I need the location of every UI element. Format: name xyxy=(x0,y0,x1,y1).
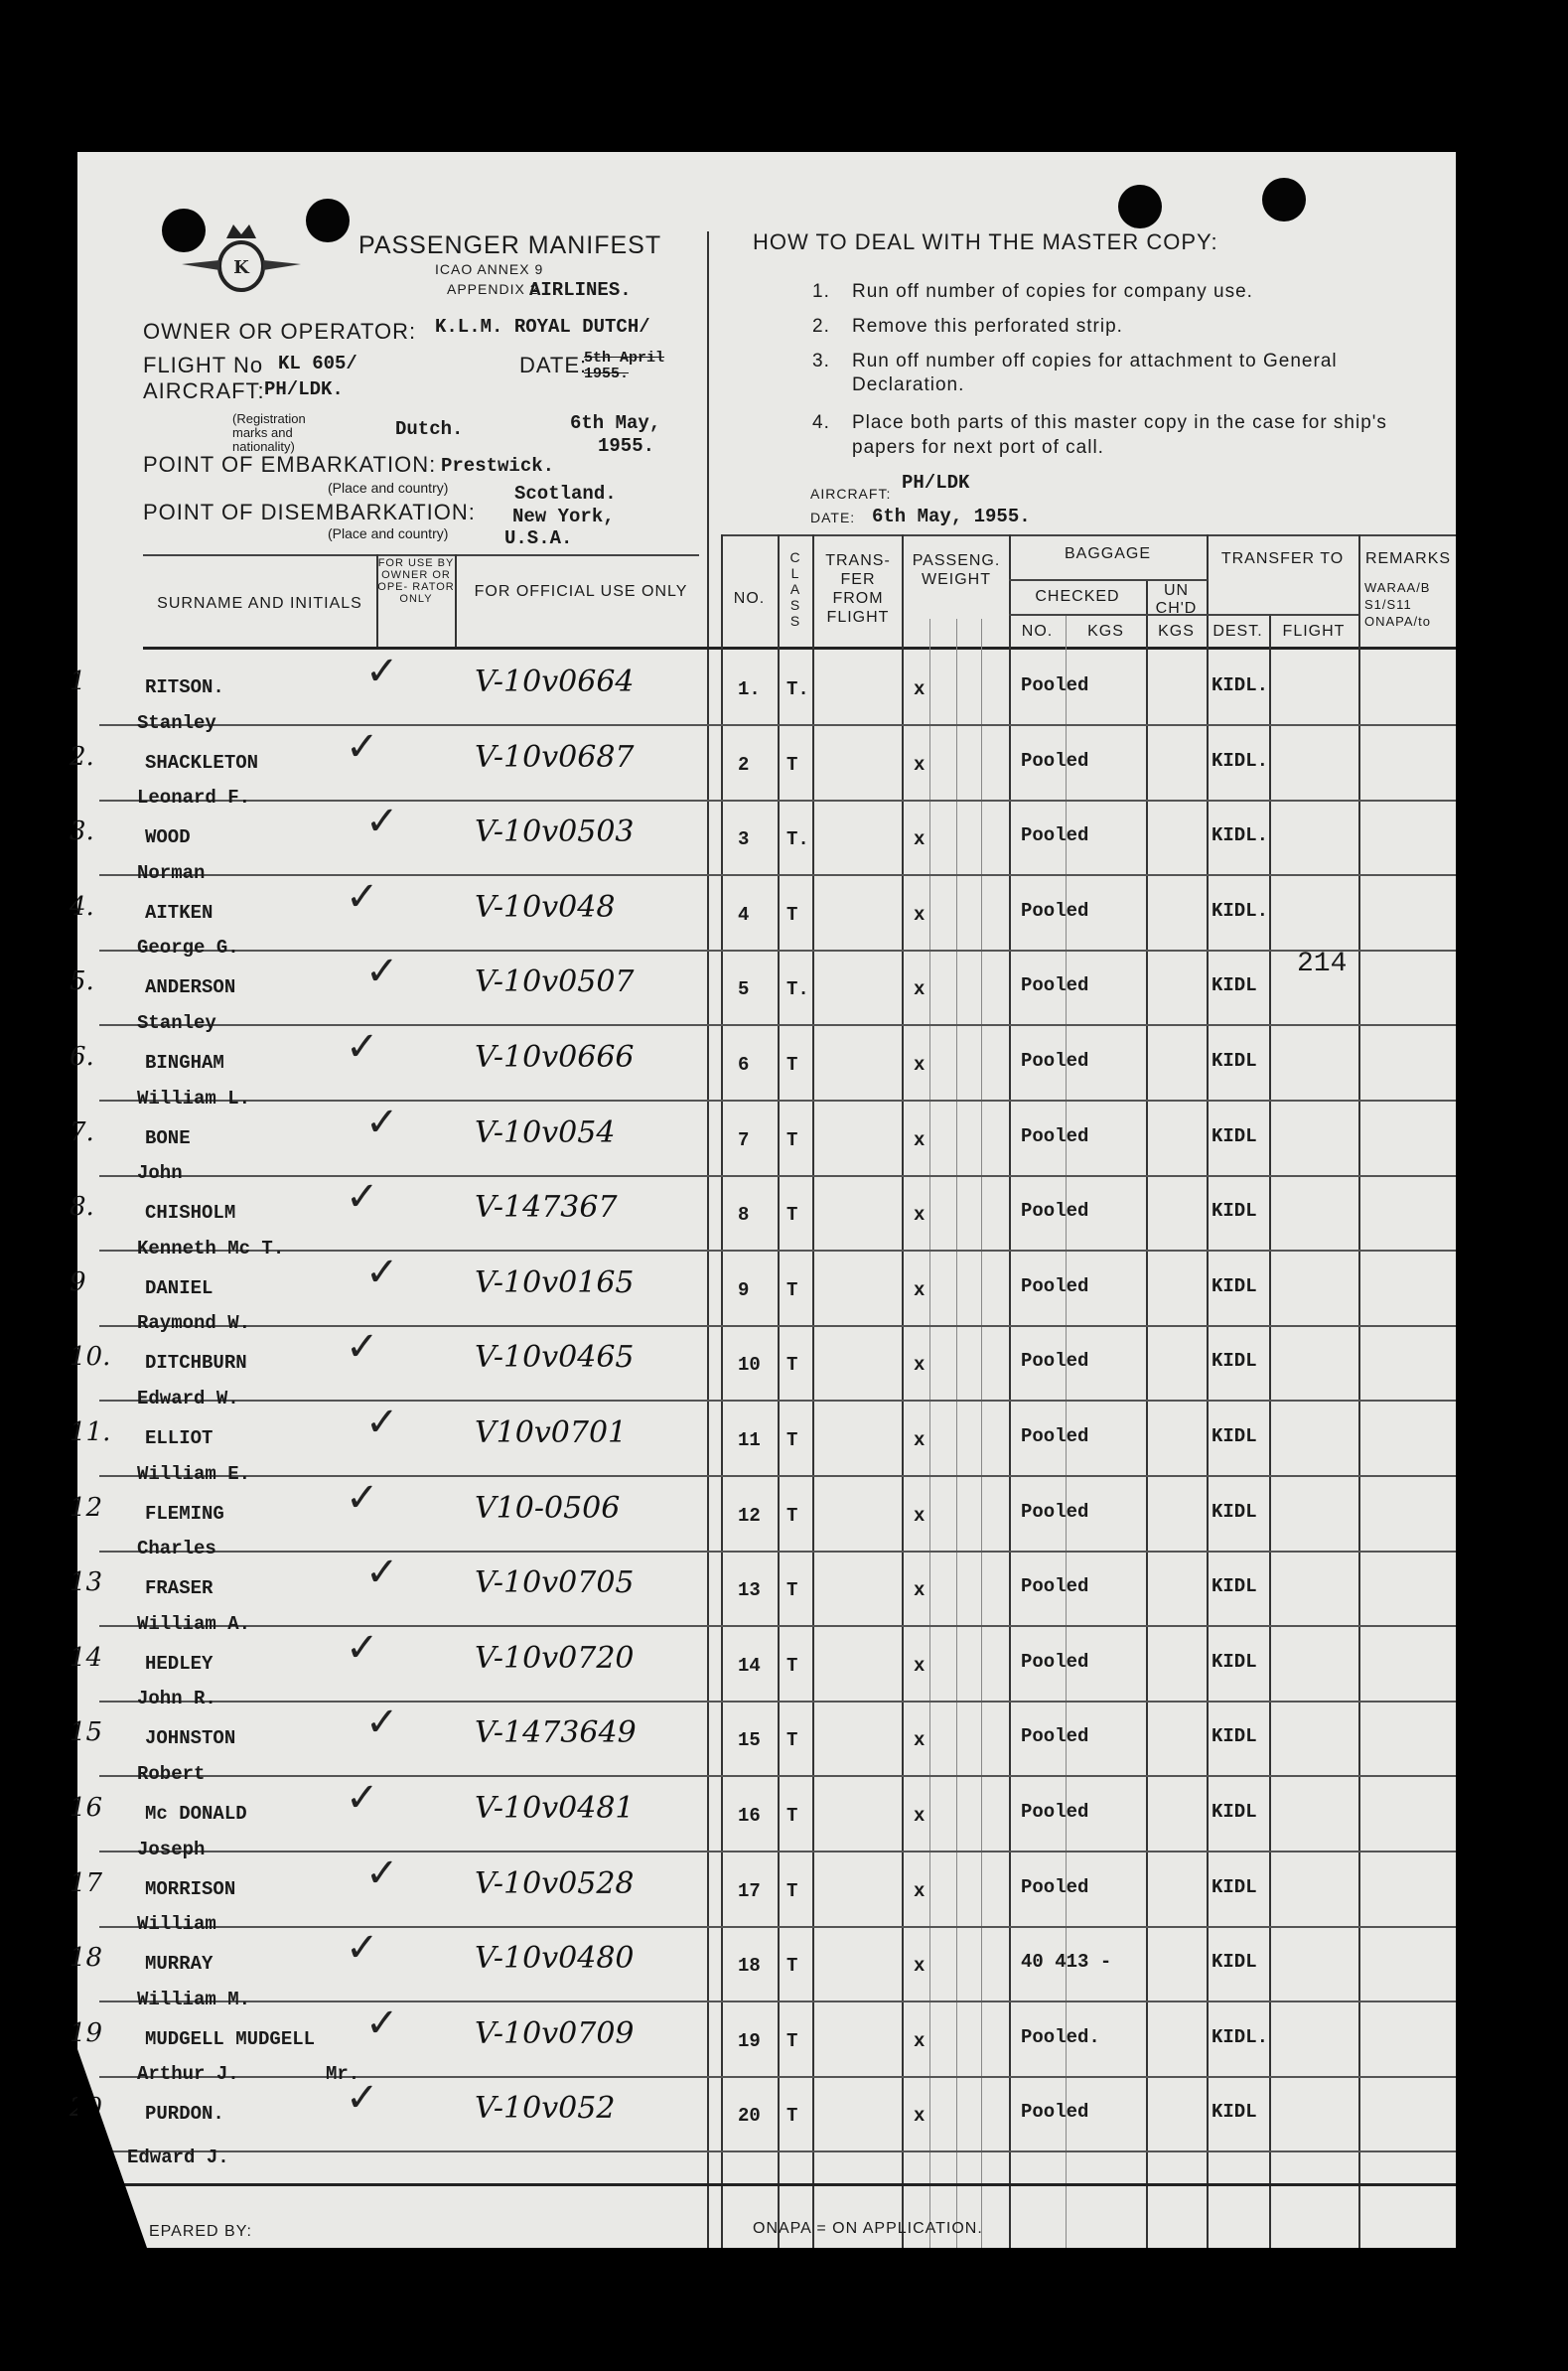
baggage-checked: Pooled xyxy=(1021,824,1089,846)
official-use-number: V10v0701 xyxy=(475,1415,628,1450)
col-unchecked-kgs: KGS xyxy=(1158,623,1195,640)
transfer-destination: KIDL xyxy=(1212,1801,1257,1823)
passenger-weight-mark: x xyxy=(914,1729,926,1751)
passenger-no: 12 xyxy=(738,1505,761,1527)
passenger-class: T xyxy=(786,1279,798,1301)
baggage-checked: Pooled xyxy=(1021,1801,1089,1823)
official-use-number: V-10v0165 xyxy=(475,1265,635,1300)
official-use-number: V-147367 xyxy=(475,1190,618,1225)
instr-date-value: 6th May, 1955. xyxy=(872,506,1031,527)
col-owner-use: FOR USE BY OWNER OR OPE- RATOR ONLY xyxy=(377,557,455,605)
passenger-class: T xyxy=(786,2105,798,2127)
passenger-class: T xyxy=(786,1354,798,1376)
passenger-given-name: Norman xyxy=(137,862,206,884)
baggage-checked: Pooled xyxy=(1021,1425,1089,1447)
passenger-weight-mark: x xyxy=(914,904,926,926)
passenger-no: 9 xyxy=(738,1279,750,1301)
owner-check-mark-icon: ✓ xyxy=(365,1851,399,1896)
col-unchecked: UN CH'D xyxy=(1155,582,1198,617)
passenger-row xyxy=(70,862,1456,967)
official-use-number: V-10v0480 xyxy=(475,1941,635,1976)
official-use-number: V-10v0666 xyxy=(475,1040,635,1075)
col-checked-no: NO. xyxy=(1021,623,1054,640)
owner-check-mark-icon: ✓ xyxy=(365,1400,399,1445)
instruction-1-num: 1. xyxy=(812,281,830,302)
baggage-checked: Pooled xyxy=(1021,1275,1089,1297)
owner-check-mark-icon: ✓ xyxy=(365,1550,399,1595)
passenger-surname: AITKEN xyxy=(145,902,214,924)
passenger-weight-mark: x xyxy=(914,1880,926,1902)
passenger-no: 8 xyxy=(738,1204,750,1226)
embark-label: POINT OF EMBARKATION: xyxy=(143,452,437,477)
aircraft-value: PH/LDK. xyxy=(264,378,344,400)
owner-check-mark-icon: ✓ xyxy=(346,1475,379,1521)
baggage-checked: Pooled. xyxy=(1021,2026,1100,2048)
passenger-surname: DITCHBURN xyxy=(145,1352,247,1374)
passenger-no: 10 xyxy=(738,1354,761,1376)
passenger-given-name: Robert xyxy=(137,1763,206,1785)
instruction-3: Run off number off copies for attachment to General xyxy=(852,351,1338,371)
passenger-row xyxy=(70,649,1456,742)
passenger-class: T xyxy=(786,1054,798,1076)
passenger-no: 17 xyxy=(738,1880,761,1902)
disembark-value: New York, xyxy=(512,506,615,527)
passenger-no: 16 xyxy=(738,1805,761,1827)
passenger-hand-number: 1 xyxy=(70,667,86,696)
official-use-number: V-10v0687 xyxy=(475,740,635,775)
passenger-given-name: Stanley xyxy=(137,1012,216,1034)
passenger-no: 13 xyxy=(738,1579,761,1601)
baggage-checked: Pooled xyxy=(1021,1575,1089,1597)
official-use-number: V-10v0528 xyxy=(475,1866,635,1901)
passenger-no: 7 xyxy=(738,1129,750,1151)
passenger-hand-number: 5. xyxy=(70,966,94,996)
passenger-class: T xyxy=(786,1129,798,1151)
passenger-given-name: Stanley xyxy=(137,712,216,734)
col-checked: CHECKED xyxy=(1035,588,1120,605)
passenger-given-name: George G. xyxy=(137,937,239,959)
col-checked-kgs: KGS xyxy=(1087,623,1124,640)
passenger-no: 3 xyxy=(738,828,750,850)
passenger-surname: BONE xyxy=(145,1127,191,1149)
passenger-class: T xyxy=(786,1204,798,1226)
passenger-hand-number: 8. xyxy=(70,1192,94,1222)
punch-hole xyxy=(306,199,350,242)
passenger-hand-number: 19 xyxy=(70,2018,103,2048)
baggage-checked: Pooled xyxy=(1021,1876,1089,1898)
passenger-no: 20 xyxy=(738,2105,761,2127)
owner-check-mark-icon: ✓ xyxy=(346,1625,379,1671)
passenger-weight-mark: x xyxy=(914,2030,926,2052)
passenger-no: 2 xyxy=(738,754,750,776)
disembark-country: U.S.A. xyxy=(504,527,573,549)
col-flight: FLIGHT xyxy=(1282,623,1346,640)
passenger-hand-number: 3. xyxy=(70,816,94,846)
passenger-weight-mark: x xyxy=(914,1279,926,1301)
passenger-given-name: John R. xyxy=(137,1688,216,1709)
passenger-surname: Mc DONALD xyxy=(145,1803,247,1825)
col-remarks-sub: WARAA/B S1/S11 ONAPA/to xyxy=(1364,580,1432,629)
passenger-row xyxy=(70,2063,1456,2168)
official-use-number: V-10v0705 xyxy=(475,1565,635,1600)
official-use-number: V-10v0709 xyxy=(475,2016,635,2051)
onapa-note: ONAPA = ON APPLICATION. xyxy=(753,2220,983,2237)
passenger-weight-mark: x xyxy=(914,1505,926,1527)
passenger-hand-number: 10. xyxy=(70,1342,111,1372)
transfer-destination: KIDL xyxy=(1212,1575,1257,1597)
date-struck: 5th April 1955. xyxy=(584,350,665,382)
passenger-row xyxy=(70,1913,1456,2018)
transfer-destination: KIDL xyxy=(1212,1125,1257,1147)
passenger-class: T. xyxy=(786,678,809,700)
owner-check-mark-icon: ✓ xyxy=(346,1174,379,1220)
airlines-typed: AIRLINES. xyxy=(529,279,632,301)
passenger-no: 4 xyxy=(738,904,750,926)
icao-annex: ICAO ANNEX 9 xyxy=(435,261,544,277)
transfer-destination: KIDL. xyxy=(1212,674,1269,696)
owner-check-mark-icon: ✓ xyxy=(365,2001,399,2046)
passenger-title: Mr. xyxy=(326,2063,360,2085)
transfer-destination: KIDL. xyxy=(1212,900,1269,922)
official-use-number: V-10v0720 xyxy=(475,1641,635,1676)
passenger-row xyxy=(70,712,1456,817)
embark-value: Prestwick. xyxy=(441,455,555,477)
official-use-number: V-10v0481 xyxy=(475,1791,635,1826)
torn-corner xyxy=(77,2049,147,2248)
owner-value: K.L.M. ROYAL DUTCH/ xyxy=(435,316,650,338)
official-use-number: V-10v048 xyxy=(475,890,616,925)
passenger-row xyxy=(70,1538,1456,1643)
passenger-weight-mark: x xyxy=(914,1655,926,1677)
passenger-hand-number: 13 xyxy=(70,1567,103,1597)
owner-check-mark-icon: ✓ xyxy=(346,1775,379,1821)
passenger-row xyxy=(70,1012,1456,1117)
col-transfer-to: TRANSFER TO xyxy=(1220,550,1345,567)
instruction-4-cont: papers for next port of call. xyxy=(852,437,1104,458)
passenger-weight-mark: x xyxy=(914,1129,926,1151)
passenger-weight-mark: x xyxy=(914,828,926,850)
passenger-surname: MORRISON xyxy=(145,1878,236,1900)
transfer-destination: KIDL xyxy=(1212,1275,1257,1297)
passenger-class: T xyxy=(786,1579,798,1601)
transfer-destination: KIDL xyxy=(1212,1876,1257,1898)
passenger-weight-mark: x xyxy=(914,1579,926,1601)
baggage-checked: Pooled xyxy=(1021,1125,1089,1147)
passenger-hand-number: 18 xyxy=(70,1943,103,1973)
passenger-row xyxy=(70,1763,1456,1868)
passenger-given-name: Joseph xyxy=(137,1839,206,1860)
passenger-given-name: William xyxy=(137,1913,216,1935)
instruction-1: Run off number of copies for company use. xyxy=(852,281,1253,302)
official-use-number: V-10v054 xyxy=(475,1115,616,1150)
passenger-given-name: William L. xyxy=(137,1088,251,1110)
baggage-checked: Pooled xyxy=(1021,900,1089,922)
passenger-weight-mark: x xyxy=(914,978,926,1000)
passenger-given-name: Leonard F. xyxy=(137,787,251,809)
passenger-row xyxy=(70,1688,1456,1793)
transfer-destination: KIDL xyxy=(1212,1501,1257,1523)
instruction-3-cont: Declaration. xyxy=(852,374,965,395)
passenger-row xyxy=(70,937,1456,1042)
passenger-row xyxy=(70,1088,1456,1193)
punch-hole xyxy=(1262,178,1306,222)
appendix-label: APPENDIX 2 xyxy=(447,281,539,297)
passenger-row xyxy=(70,1312,1456,1417)
col-baggage: BAGGAGE xyxy=(1064,545,1152,562)
date-label: DATE: xyxy=(519,353,588,377)
passenger-no: 5 xyxy=(738,978,750,1000)
owner-check-mark-icon: ✓ xyxy=(365,1700,399,1745)
baggage-checked: Pooled xyxy=(1021,1050,1089,1072)
owner-check-mark-icon: ✓ xyxy=(365,799,399,844)
owner-check-mark-icon: ✓ xyxy=(346,2075,379,2121)
manifest-sheet xyxy=(70,152,1456,2248)
passenger-weight-mark: x xyxy=(914,2105,926,2127)
col-surname: SURNAME AND INITIALS xyxy=(157,595,362,612)
col-dest: DEST. xyxy=(1212,623,1263,640)
passenger-weight-mark: x xyxy=(914,1429,926,1451)
passenger-given-name: William M. xyxy=(137,1989,251,2010)
passenger-given-name: Edward W. xyxy=(137,1388,239,1409)
passenger-row xyxy=(70,787,1456,892)
passenger-no: 6 xyxy=(738,1054,750,1076)
passenger-no: 14 xyxy=(738,1655,761,1677)
owner-check-mark-icon: ✓ xyxy=(346,1024,379,1070)
owner-check-mark-icon: ✓ xyxy=(346,874,379,920)
passenger-given-name: Arthur J. xyxy=(137,2063,239,2085)
passenger-given-name: Kenneth Mc T. xyxy=(137,1238,285,1260)
passenger-class: T xyxy=(786,1955,798,1977)
passenger-surname: PURDON. xyxy=(145,2103,224,2125)
passenger-hand-number: 20 xyxy=(70,2093,103,2123)
col-transfer-from: TRANS- FER FROM FLIGHT xyxy=(825,552,891,626)
passenger-surname: MURRAY xyxy=(145,1953,214,1975)
col-passeng-weight: PASSENG. WEIGHT xyxy=(912,552,1001,588)
baggage-checked: Pooled xyxy=(1021,1200,1089,1222)
passenger-surname: MUDGELL MUDGELL xyxy=(145,2028,316,2050)
owner-check-mark-icon: ✓ xyxy=(365,1100,399,1145)
official-use-number: V10-0506 xyxy=(475,1491,621,1526)
date-value: 6th May, xyxy=(570,412,661,434)
instruction-2-num: 2. xyxy=(812,316,830,337)
instr-aircraft-label: AIRCRAFT: xyxy=(810,486,892,502)
aircraft-label: AIRCRAFT: xyxy=(143,378,265,403)
passenger-class: T xyxy=(786,1880,798,1902)
passenger-surname: FLEMING xyxy=(145,1503,224,1525)
passenger-class: T xyxy=(786,1429,798,1451)
instruction-4: Place both parts of this master copy in the case for ship's xyxy=(852,412,1387,433)
passenger-weight-mark: x xyxy=(914,754,926,776)
passenger-surname: BINGHAM xyxy=(145,1052,224,1074)
passenger-surname: SHACKLETON xyxy=(145,752,259,774)
passenger-class: T xyxy=(786,1805,798,1827)
passenger-class: T xyxy=(786,1729,798,1751)
flight-value: KL 605/ xyxy=(278,353,357,374)
passenger-class: T xyxy=(786,904,798,926)
registration-note: (Registration marks and nationality) xyxy=(232,411,306,454)
place-note: (Place and country) xyxy=(328,480,449,496)
owner-check-mark-icon: ✓ xyxy=(365,649,399,694)
owner-check-mark-icon: ✓ xyxy=(346,1324,379,1370)
passenger-no: 15 xyxy=(738,1729,761,1751)
owner-label: OWNER OR OPERATOR: xyxy=(143,319,417,344)
disembark-label: POINT OF DISEMBARKATION: xyxy=(143,500,476,524)
prepared-by-label: EPARED BY: xyxy=(149,2223,252,2240)
passenger-given-name: William E. xyxy=(137,1463,251,1485)
owner-check-mark-icon: ✓ xyxy=(365,949,399,994)
transfer-destination: KIDL xyxy=(1212,1651,1257,1673)
passenger-class: T. xyxy=(786,828,809,850)
passenger-given-name: Raymond W. xyxy=(137,1312,251,1334)
transfer-destination: KIDL xyxy=(1212,974,1257,996)
transfer-destination: KIDL. xyxy=(1212,750,1269,772)
passenger-hand-number: 7. xyxy=(70,1117,94,1147)
baggage-checked: 40 413 - xyxy=(1021,1951,1112,1973)
passenger-class: T xyxy=(786,1505,798,1527)
official-use-number: V-10v0664 xyxy=(475,665,635,699)
baggage-checked: Pooled xyxy=(1021,2101,1089,2123)
owner-check-mark-icon: ✓ xyxy=(346,1925,379,1971)
instr-aircraft-value: PH/LDK xyxy=(902,472,970,494)
official-use-number: V-1473649 xyxy=(475,1715,637,1750)
place-note-2: (Place and country) xyxy=(328,525,449,541)
passenger-row xyxy=(70,1238,1456,1343)
passenger-given-name: John xyxy=(137,1162,183,1184)
instr-date-label: DATE: xyxy=(810,510,856,525)
passenger-row xyxy=(70,1613,1456,1718)
col-remarks: REMARKS xyxy=(1364,550,1452,567)
transfer-destination: KIDL xyxy=(1212,1425,1257,1447)
passenger-hand-number: 15 xyxy=(70,1717,103,1747)
passenger-class: T. xyxy=(786,978,809,1000)
passenger-weight-mark: x xyxy=(914,1955,926,1977)
passenger-hand-number: 14 xyxy=(70,1643,103,1673)
flight-label: FLIGHT No xyxy=(143,353,264,377)
transfer-destination: KIDL xyxy=(1212,1200,1257,1222)
instruction-3-num: 3. xyxy=(812,351,830,371)
transfer-destination: KIDL xyxy=(1212,2101,1257,2123)
passenger-surname: ELLIOT xyxy=(145,1427,214,1449)
passenger-class: T xyxy=(786,2030,798,2052)
passenger-no: 18 xyxy=(738,1955,761,1977)
passenger-surname: HEDLEY xyxy=(145,1653,214,1675)
transfer-destination: KIDL xyxy=(1212,1350,1257,1372)
col-class: C L A S S xyxy=(789,549,801,629)
passenger-given-name: Charles xyxy=(137,1538,216,1559)
passenger-row xyxy=(70,1839,1456,1944)
passenger-class: T xyxy=(786,1655,798,1677)
passenger-hand-number: 4. xyxy=(70,892,94,922)
passenger-hand-number: 2. xyxy=(70,742,94,772)
punch-hole xyxy=(1118,185,1162,228)
transfer-destination: KIDL. xyxy=(1212,824,1269,846)
baggage-checked: Pooled xyxy=(1021,674,1089,696)
passenger-no: 19 xyxy=(738,2030,761,2052)
transfer-destination: KIDL xyxy=(1212,1725,1257,1747)
official-use-number: V-10v0503 xyxy=(475,815,635,849)
col-official-use: FOR OFFICIAL USE ONLY xyxy=(474,583,688,600)
remark-number: 214 xyxy=(1297,949,1348,979)
form-title: PASSENGER MANIFEST xyxy=(358,231,662,259)
passenger-surname: DANIEL xyxy=(145,1277,214,1299)
baggage-checked: Pooled xyxy=(1021,974,1089,996)
last-given-name: Edward J. xyxy=(127,2147,229,2168)
passenger-row xyxy=(70,1463,1456,1568)
date-year: 1955. xyxy=(598,435,655,457)
passenger-hand-number: 12 xyxy=(70,1493,103,1523)
baggage-checked: Pooled xyxy=(1021,1651,1089,1673)
official-use-number: V-10v0465 xyxy=(475,1340,635,1375)
passenger-surname: JOHNSTON xyxy=(145,1727,236,1749)
passenger-hand-number: 17 xyxy=(70,1868,103,1898)
passenger-class: T xyxy=(786,754,798,776)
passenger-given-name: William A. xyxy=(137,1613,251,1635)
transfer-destination: KIDL. xyxy=(1212,2026,1269,2048)
col-no: NO. xyxy=(733,590,766,607)
passenger-surname: ANDERSON xyxy=(145,976,236,998)
passenger-surname: WOOD xyxy=(145,826,191,848)
passenger-row xyxy=(70,1989,1456,2094)
passenger-weight-mark: x xyxy=(914,678,926,700)
passenger-weight-mark: x xyxy=(914,1204,926,1226)
svg-text:K: K xyxy=(233,257,249,278)
instruction-2: Remove this perforated strip. xyxy=(852,316,1123,337)
instruction-4-num: 4. xyxy=(812,412,830,433)
official-use-number: V-10v0507 xyxy=(475,964,635,999)
passenger-surname: RITSON. xyxy=(145,676,224,698)
passenger-hand-number: 9 xyxy=(70,1267,86,1297)
passenger-no: 1. xyxy=(738,678,761,700)
passenger-surname: CHISHOLM xyxy=(145,1202,236,1224)
passenger-row xyxy=(70,1388,1456,1493)
passenger-no: 11 xyxy=(738,1429,761,1451)
passenger-hand-number: 16 xyxy=(70,1793,103,1823)
embark-country: Scotland. xyxy=(514,483,617,505)
baggage-checked: Pooled xyxy=(1021,750,1089,772)
baggage-checked: Pooled xyxy=(1021,1501,1089,1523)
instructions-title: HOW TO DEAL WITH THE MASTER COPY: xyxy=(753,229,1218,254)
passenger-weight-mark: x xyxy=(914,1805,926,1827)
klm-crown-logo-icon xyxy=(177,217,306,306)
owner-check-mark-icon: ✓ xyxy=(346,724,379,770)
owner-check-mark-icon: ✓ xyxy=(365,1250,399,1295)
passenger-hand-number: 11. xyxy=(70,1417,111,1447)
transfer-destination: KIDL xyxy=(1212,1951,1257,1973)
nationality-value: Dutch. xyxy=(395,418,464,440)
passenger-weight-mark: x xyxy=(914,1354,926,1376)
official-use-number: V-10v052 xyxy=(475,2091,616,2126)
passenger-weight-mark: x xyxy=(914,1054,926,1076)
baggage-checked: Pooled xyxy=(1021,1350,1089,1372)
baggage-checked: Pooled xyxy=(1021,1725,1089,1747)
transfer-destination: KIDL xyxy=(1212,1050,1257,1072)
passenger-hand-number: 6. xyxy=(70,1042,94,1072)
passenger-surname: FRASER xyxy=(145,1577,214,1599)
